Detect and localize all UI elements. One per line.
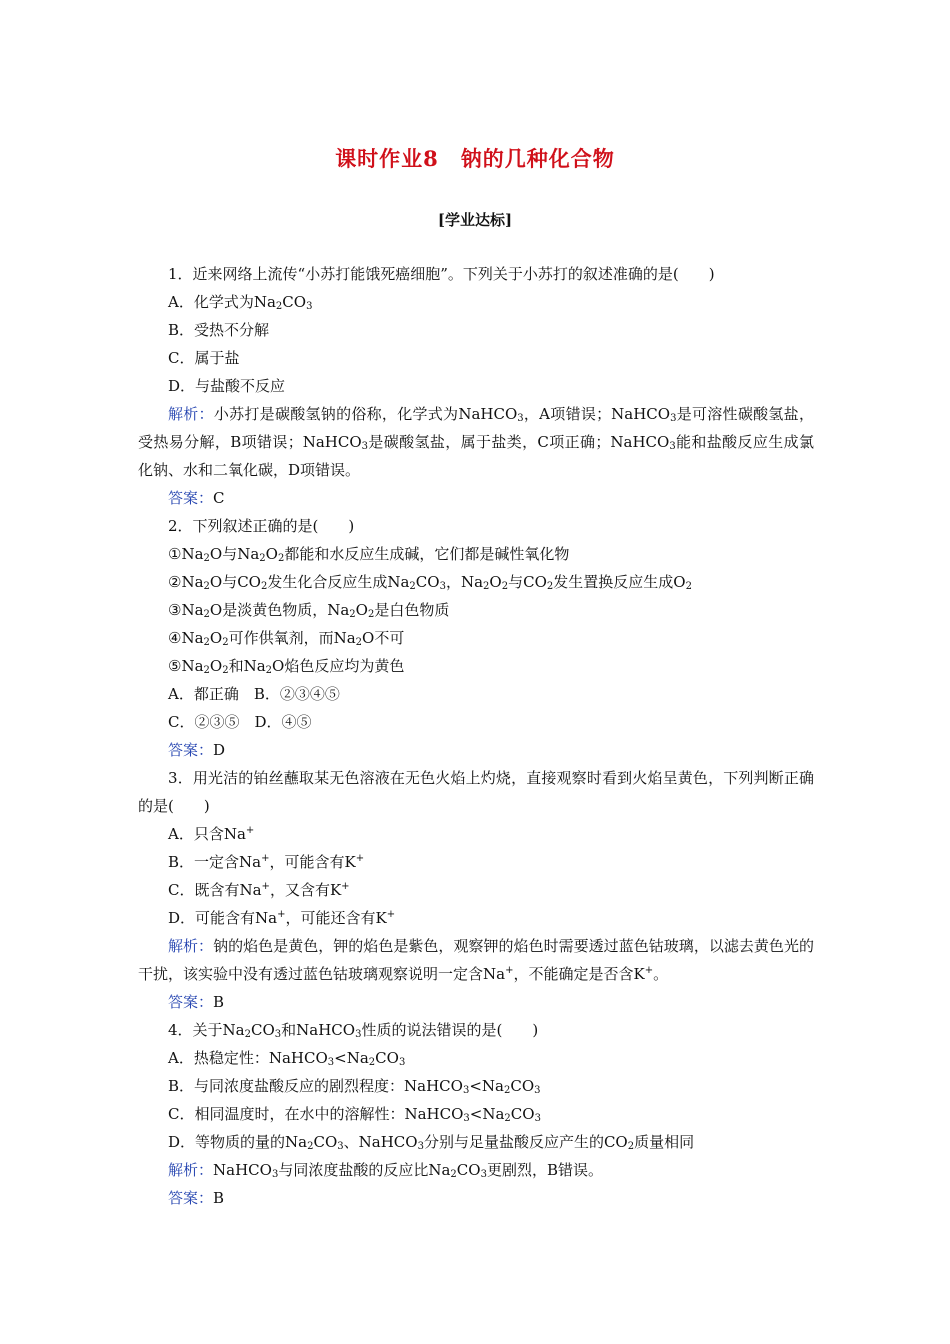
- q1-analysis-text: 小苏打是碳酸氢钠的俗称，化学式为NaHCO$_3$，A项错误；NaHCO$_3$是可溶性碳酸氢盐，受热易分解，B项错误；NaHCO$_3$是碳酸氢盐，属于盐类，C项正确；NaHCO$_3$能和盐酸反应生成氯化钠、水和二氧化碳，D项错误。: [138, 405, 814, 479]
- q4-option-c: C．相同温度时，在水中的溶解性：$NaHCO_3<Na_2CO_3$: [168, 1105, 541, 1124]
- q4-stem: 4．关于$Na_2CO_3$和NaHCO$_3$性质的说法错误的是( ): [168, 1021, 539, 1040]
- q2-options-cd: C．②③⑤ D．④⑤: [168, 713, 312, 731]
- q1-answer: [138, 484, 814, 512]
- q1-answer-value: C: [213, 489, 225, 507]
- q4-answer: [138, 1184, 814, 1212]
- q4-analysis-text: NaHCO$_3$与同浓度盐酸的反应比$Na_2CO_3$更剧烈，B错误。: [213, 1161, 603, 1180]
- q3-stem: 3．用光洁的铂丝蘸取某无色溶液在无色火焰上灼烧，直接观察时看到火焰呈黄色，下列判断正确的是( ): [138, 769, 814, 815]
- q3-option-b: B．一定含Na+，可能含有K+: [168, 853, 365, 871]
- q1-option-c: C．属于盐: [168, 349, 240, 367]
- section-heading: [学业达标]: [437, 211, 513, 229]
- q1-option-d: D．与盐酸不反应: [168, 377, 286, 395]
- q2-statement-4: $④Na_2O_2$可作供氧剂，而$Na_2O$不可: [168, 629, 405, 648]
- q2-statement-1: $①Na_2O$与$Na_2O_2$都能和水反应生成碱，它们都是碱性氧化物: [168, 545, 570, 564]
- q3-analysis-text: 钠的焰色是黄色，钾的焰色是紫色，观察钾的焰色时需要透过蓝色钴玻璃，以滤去黄色光的干扰，该实验中没有透过蓝色钴玻璃观察说明一定含Na+，不能确定是否含K+。: [138, 937, 814, 983]
- q2-options-ab: A．都正确 B．②③④⑤: [168, 685, 340, 703]
- q1-stem: 1．近来网络上流传“小苏打能饿死癌细胞”。下列关于小苏打的叙述准确的是( ): [168, 265, 715, 283]
- question-list: [138, 260, 814, 1212]
- q3-option-d: D．可能含有Na+，可能还含有K+: [168, 909, 396, 927]
- q4-analysis: [138, 1156, 814, 1184]
- answer-label: 答案：: [168, 741, 214, 759]
- q3-answer: [138, 988, 814, 1016]
- answer-label: 答案：: [168, 1189, 214, 1207]
- q3-option-a: A．只含Na+: [168, 825, 255, 843]
- analysis-label: 解析：: [168, 405, 214, 423]
- q4-answer-value: B: [213, 1189, 225, 1207]
- q2-statement-5: $⑤Na_2O_2$和$Na_2O$焰色反应均为黄色: [168, 657, 405, 676]
- analysis-label: 解析：: [168, 937, 214, 955]
- q3-answer-value: B: [213, 993, 225, 1011]
- q1-option-a: A．化学式为$Na_2CO_3$: [168, 293, 313, 312]
- q2-statement-3: $③Na_2O$是淡黄色物质，$Na_2O_2$是白色物质: [168, 601, 450, 620]
- q2-answer-value: D: [213, 741, 226, 759]
- q3-analysis: [138, 932, 814, 988]
- page-title: 课时作业8 钠的几种化合物: [335, 146, 615, 171]
- q4-option-b: B．与同浓度盐酸反应的剧烈程度：$NaHCO_3<Na_2CO_3$: [168, 1077, 541, 1096]
- q3-option-c: C．既含有Na+，又含有K+: [168, 881, 350, 899]
- q1-option-b: B．受热不分解: [168, 321, 270, 339]
- q2-stem: 2．下列叙述正确的是( ): [168, 517, 355, 535]
- q1-option-a-text: A．化学式为Na: [168, 293, 276, 311]
- q2-statement-2: $②Na_2O$与$CO_2$发生化合反应生成$Na_2CO_3$，$Na_2O_2$与$CO_2$发生置换反应生成$O_2$: [168, 573, 692, 592]
- q1-analysis: [138, 400, 814, 484]
- q4-option-d: D．等物质的量的$Na_2CO_3$、NaHCO$_3$分别与足量盐酸反应产生的$CO_2$质量相同: [168, 1133, 695, 1152]
- q4-option-a: A．热稳定性：$NaHCO_3<Na_2CO_3$: [168, 1049, 406, 1068]
- q2-answer: [138, 736, 814, 764]
- answer-label: 答案：: [168, 993, 214, 1011]
- answer-label: 答案：: [168, 489, 214, 507]
- analysis-label: 解析：: [168, 1161, 214, 1179]
